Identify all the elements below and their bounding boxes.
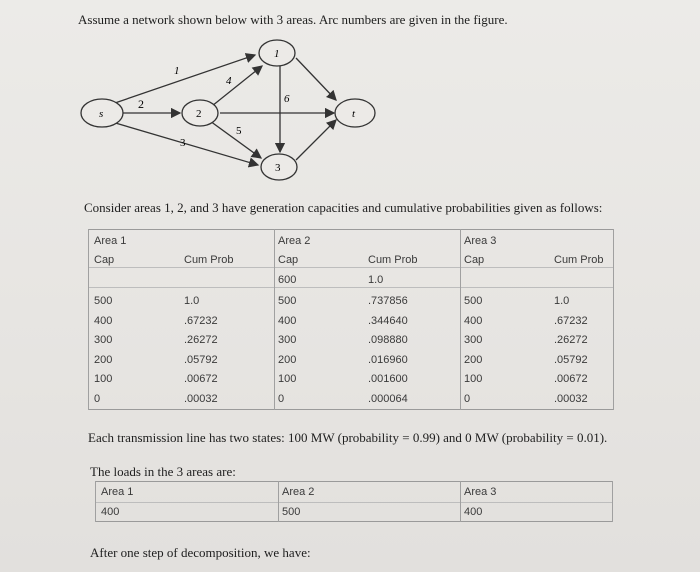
node-2-label: 2: [196, 108, 202, 120]
node-3-label: 3: [275, 162, 281, 174]
load-area2-value: 500: [282, 506, 301, 518]
generation-table: [88, 229, 614, 411]
gen-cell-prob1: .26272: [184, 334, 218, 346]
loads-intro-text: The loads in the 3 areas are:: [90, 464, 236, 479]
after-text: After one step of decomposition, we have:: [90, 545, 311, 560]
gen-cell-prob2: .001600: [368, 373, 408, 385]
gen-col-prob-1: Cum Prob: [184, 254, 234, 266]
load-table: [95, 481, 613, 523]
transmission-text: Each transmission line has two states: 100 MW (probability = 0.99) and 0 MW (probability = 0.01).: [88, 430, 608, 445]
arc-label-s-n2: 2: [138, 97, 144, 111]
node-1-label: 1: [274, 48, 280, 60]
gen-cell-prob2: .737856: [368, 295, 408, 307]
gen-cell-prob1: .67232: [184, 314, 218, 327]
gen-cell-cap1: 300: [94, 334, 113, 346]
gen-col-cap-1: Cap: [94, 254, 115, 266]
arc-s-n1: [112, 55, 255, 104]
gen-area2-prob-top: 1.0: [368, 274, 384, 286]
gen-cell-prob1: .05792: [184, 353, 218, 366]
gen-cell-cap1: 0: [94, 392, 101, 405]
arc-n3-t: [296, 120, 336, 160]
gen-cell-prob2: .000064: [368, 392, 408, 405]
gen-cell-prob2: .098880: [368, 334, 408, 346]
load-area1-header: Area 1: [101, 486, 134, 498]
gen-col-cap-2: Cap: [278, 254, 299, 266]
gen-cell-prob3: .00032: [554, 392, 588, 405]
gen-cell-cap3: 400: [464, 314, 483, 327]
gen-cell-cap3: 500: [464, 295, 483, 307]
gen-cell-cap3: 100: [464, 373, 483, 385]
gen-col-cap-3: Cap: [464, 254, 485, 266]
arc-label-n3-n2: 5: [236, 125, 242, 137]
arc-n2-n1: [212, 66, 262, 106]
arc-label-n1-n3: 6: [284, 93, 290, 105]
gen-area3-header: Area 3: [464, 235, 497, 247]
gen-cell-prob1: .00032: [184, 392, 218, 405]
gen-cell-prob3: .26272: [554, 334, 588, 346]
gen-cell-cap2: 400: [278, 314, 297, 327]
arc-label-s-n1: 1: [174, 65, 180, 77]
node-t-label: t: [352, 108, 356, 120]
gen-cell-prob1: 1.0: [184, 295, 200, 307]
consider-text: Consider areas 1, 2, and 3 have generation capacities and cumulative probabilities given as follows:: [84, 200, 603, 215]
gen-cell-prob3: .67232: [554, 314, 588, 327]
arc-label-n2-n1: 4: [226, 75, 232, 87]
load-area3-value: 400: [464, 506, 483, 518]
load-area1-value: 400: [101, 506, 120, 518]
gen-cell-prob1: .00672: [184, 373, 218, 385]
gen-cell-prob3: .00672: [554, 373, 588, 385]
gen-cell-cap2: 100: [278, 373, 297, 385]
gen-cell-prob2: .016960: [368, 353, 408, 366]
gen-cell-cap3: 300: [464, 334, 483, 346]
gen-cell-cap3: 0: [464, 392, 471, 405]
gen-col-prob-2: Cum Prob: [368, 254, 418, 266]
load-area2-header: Area 2: [282, 486, 315, 498]
arc-label-n2-n3: 3: [180, 137, 186, 149]
gen-cell-prob3: 1.0: [554, 295, 570, 307]
gen-area2-header: Area 2: [278, 235, 311, 247]
gen-area2-cap-600: 600: [278, 274, 297, 286]
gen-cell-cap2: 500: [278, 295, 297, 307]
intro-text: Assume a network shown below with 3 areas. Arc numbers are given in the figure.: [78, 12, 508, 27]
gen-cell-cap2: 200: [278, 353, 297, 366]
gen-cell-prob3: .05792: [554, 353, 588, 366]
node-s-label: s: [99, 108, 104, 120]
gen-cell-cap1: 400: [94, 314, 113, 327]
gen-cell-prob2: .344640: [368, 314, 408, 327]
gen-cell-cap1: 200: [94, 353, 113, 366]
gen-cell-cap2: 0: [278, 392, 285, 405]
arc-n1-t: [296, 58, 336, 100]
gen-cell-cap2: 300: [278, 334, 297, 346]
gen-col-prob-3: Cum Prob: [554, 254, 604, 266]
gen-area1-header: Area 1: [94, 235, 127, 247]
gen-cell-cap1: 100: [94, 373, 113, 385]
load-area3-header: Area 3: [464, 486, 497, 498]
gen-cell-cap3: 200: [464, 353, 483, 366]
gen-cell-cap1: 500: [94, 295, 113, 307]
